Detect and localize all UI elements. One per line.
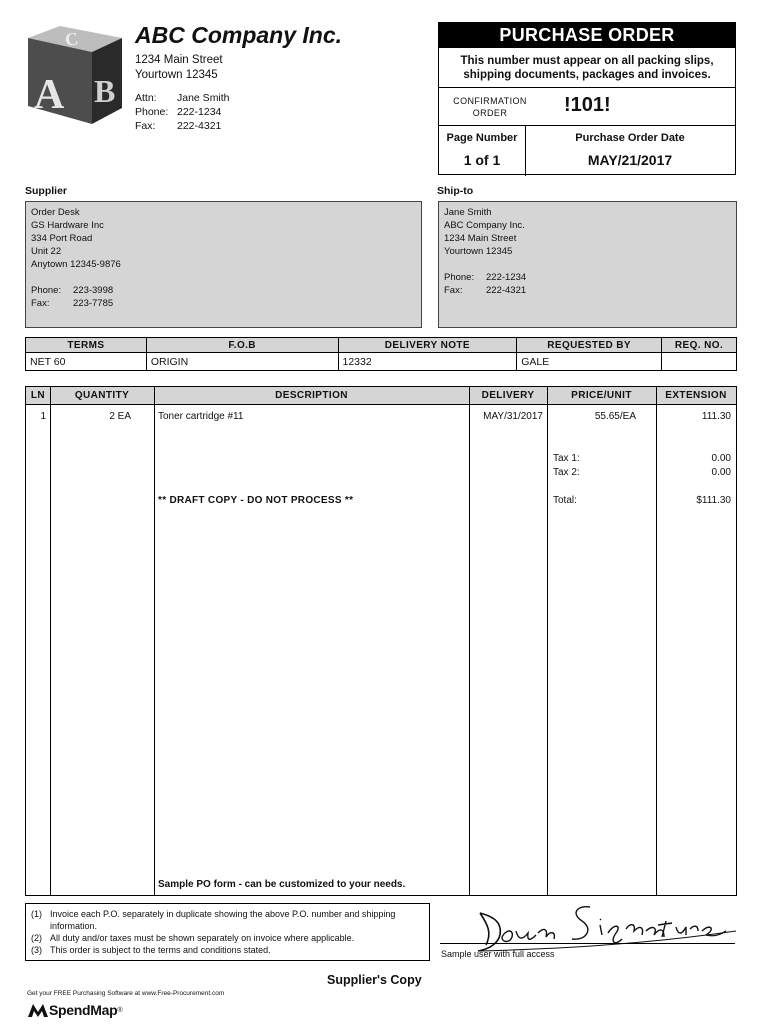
supplier-line: Order Desk	[31, 207, 80, 218]
ship-to-label: Ship-to	[437, 185, 474, 197]
po-divider	[439, 125, 735, 126]
terms-table	[25, 337, 737, 371]
company-fax-label: Fax:	[135, 120, 156, 132]
tax2-label: Tax 2:	[553, 467, 580, 478]
signature-image	[440, 895, 740, 955]
note-item	[31, 908, 424, 932]
note-text: All duty and/or taxes must be shown separately on invoice where applicable.	[50, 933, 355, 943]
purchase-order-box	[438, 22, 736, 175]
ship-to-phone-label: Phone:	[444, 272, 475, 283]
supplier-box	[25, 201, 422, 328]
brand-name: SpendMap	[49, 1002, 118, 1018]
note-item	[31, 932, 424, 944]
extension-header: EXTENSION	[665, 390, 727, 401]
note-number: (2)	[31, 933, 42, 943]
company-logo-cube	[22, 24, 126, 128]
sample-note: Sample PO form - can be customized to your needs.	[158, 879, 406, 890]
tax2-value: 0.00	[711, 467, 731, 478]
supplier-fax-value: 223-7785	[73, 298, 114, 309]
page-number-label: Page Number	[446, 132, 518, 144]
supplier-line: Anytown 12345-9876	[31, 259, 121, 270]
svg-text:C: C	[63, 28, 80, 50]
ship-to-fax-value: 222-4321	[486, 285, 527, 296]
delivery-note-value: 12332	[338, 353, 517, 371]
tax1-label: Tax 1:	[553, 453, 580, 464]
company-fax-value: 222-4321	[177, 120, 222, 132]
confirmation-label-line1: CONFIRMATION	[453, 96, 527, 106]
item-quantity: 2 EA	[109, 411, 131, 422]
price-unit-header: PRICE/UNIT	[571, 390, 632, 401]
line-items-table	[25, 386, 737, 896]
terms-header: TERMS	[26, 338, 147, 353]
description-header: DESCRIPTION	[275, 390, 348, 401]
po-number: !101!	[564, 94, 611, 116]
signature-line	[440, 943, 735, 944]
note-text: This order is subject to the terms and conditions stated.	[50, 945, 271, 955]
company-address-line1: 1234 Main Street	[135, 54, 223, 66]
confirmation-label-line2: ORDER	[472, 108, 508, 118]
column-divider	[154, 387, 155, 895]
note-number: (3)	[31, 945, 42, 955]
company-address	[135, 53, 223, 83]
promo-text: Get your FREE Purchasing Software at www.Free-Procurement.com	[27, 990, 225, 997]
brand-registered-mark: ®	[117, 1006, 123, 1014]
fob-header: F.O.B	[146, 338, 338, 353]
po-date-value: MAY/21/2017	[587, 152, 673, 168]
page-number-value: 1 of 1	[463, 152, 501, 168]
ship-to-fax-label: Fax:	[444, 285, 463, 296]
terms-notes-box	[25, 903, 430, 961]
supplier-phone-value: 223-3998	[73, 285, 114, 296]
po-note-line1: This number must appear on all packing slips,	[460, 55, 714, 67]
ln-header: LN	[30, 390, 46, 401]
supplier-label: Supplier	[25, 185, 68, 197]
logo-letter-a: A	[34, 72, 65, 118]
column-divider	[547, 387, 548, 895]
ship-to-box	[438, 201, 737, 328]
item-delivery: MAY/31/2017	[483, 411, 543, 422]
terms-value: NET 60	[26, 353, 147, 371]
supplier-line: Unit 22	[31, 246, 62, 257]
logo-letter-b: B	[94, 73, 116, 109]
requested-by-header: REQUESTED BY	[517, 338, 662, 353]
company-contact	[135, 91, 230, 133]
draft-note: ** DRAFT COPY - DO NOT PROCESS **	[158, 495, 354, 506]
confirmation-order-label	[445, 95, 535, 119]
po-title: PURCHASE ORDER	[439, 23, 735, 48]
note-number: (1)	[31, 909, 42, 919]
note-text: Invoice each P.O. separately in duplicate showing the above P.O. number and shipping information.	[50, 909, 396, 931]
copy-label: Supplier's Copy	[327, 973, 422, 987]
supplier-line: GS Hardware Inc	[31, 220, 104, 231]
po-note-line2: shipping documents, packages and invoices.	[463, 69, 711, 81]
company-phone-value: 222-1234	[177, 106, 222, 118]
ship-to-phone-value: 222-1234	[486, 272, 527, 283]
attn-value: Jane Smith	[177, 92, 230, 104]
spendmap-m-icon	[27, 1002, 49, 1018]
spendmap-logo	[27, 1002, 123, 1018]
ship-to-line: 1234 Main Street	[444, 233, 517, 244]
req-no-header: REQ. NO.	[662, 338, 737, 353]
supplier-phone-label: Phone:	[31, 285, 62, 296]
terms-value-row	[26, 353, 737, 371]
tax1-value: 0.00	[711, 453, 731, 464]
requested-by-value: GALE	[517, 353, 662, 371]
company-name: ABC Company Inc.	[135, 22, 343, 48]
po-note	[439, 48, 735, 88]
attn-label: Attn:	[135, 92, 157, 104]
column-divider	[50, 387, 51, 895]
terms-header-row	[26, 338, 737, 353]
supplier-line: 334 Port Road	[31, 233, 93, 244]
po-date-label: Purchase Order Date	[575, 132, 685, 144]
req-no-value	[662, 353, 737, 371]
total-value: $111.30	[696, 495, 731, 506]
item-description: Toner cartridge #11	[158, 411, 244, 422]
quantity-header: QUANTITY	[74, 390, 130, 401]
item-ln: 1	[40, 411, 46, 422]
signature-caption: Sample user with full access	[441, 949, 555, 959]
ship-to-line: ABC Company Inc.	[444, 220, 525, 231]
ship-to-line: Jane Smith	[444, 207, 492, 218]
column-divider	[469, 387, 470, 895]
company-address-line2: Yourtown 12345	[135, 69, 218, 81]
item-extension: 111.30	[701, 411, 731, 422]
total-label: Total:	[553, 495, 577, 506]
company-phone-label: Phone:	[135, 106, 169, 118]
ship-to-line: Yourtown 12345	[444, 246, 513, 257]
supplier-fax-label: Fax:	[31, 298, 50, 309]
fob-value: ORIGIN	[146, 353, 338, 371]
item-price-unit: 55.65/EA	[594, 411, 636, 422]
note-item	[31, 944, 424, 956]
delivery-note-header: DELIVERY NOTE	[338, 338, 517, 353]
delivery-header: DELIVERY	[481, 390, 535, 401]
